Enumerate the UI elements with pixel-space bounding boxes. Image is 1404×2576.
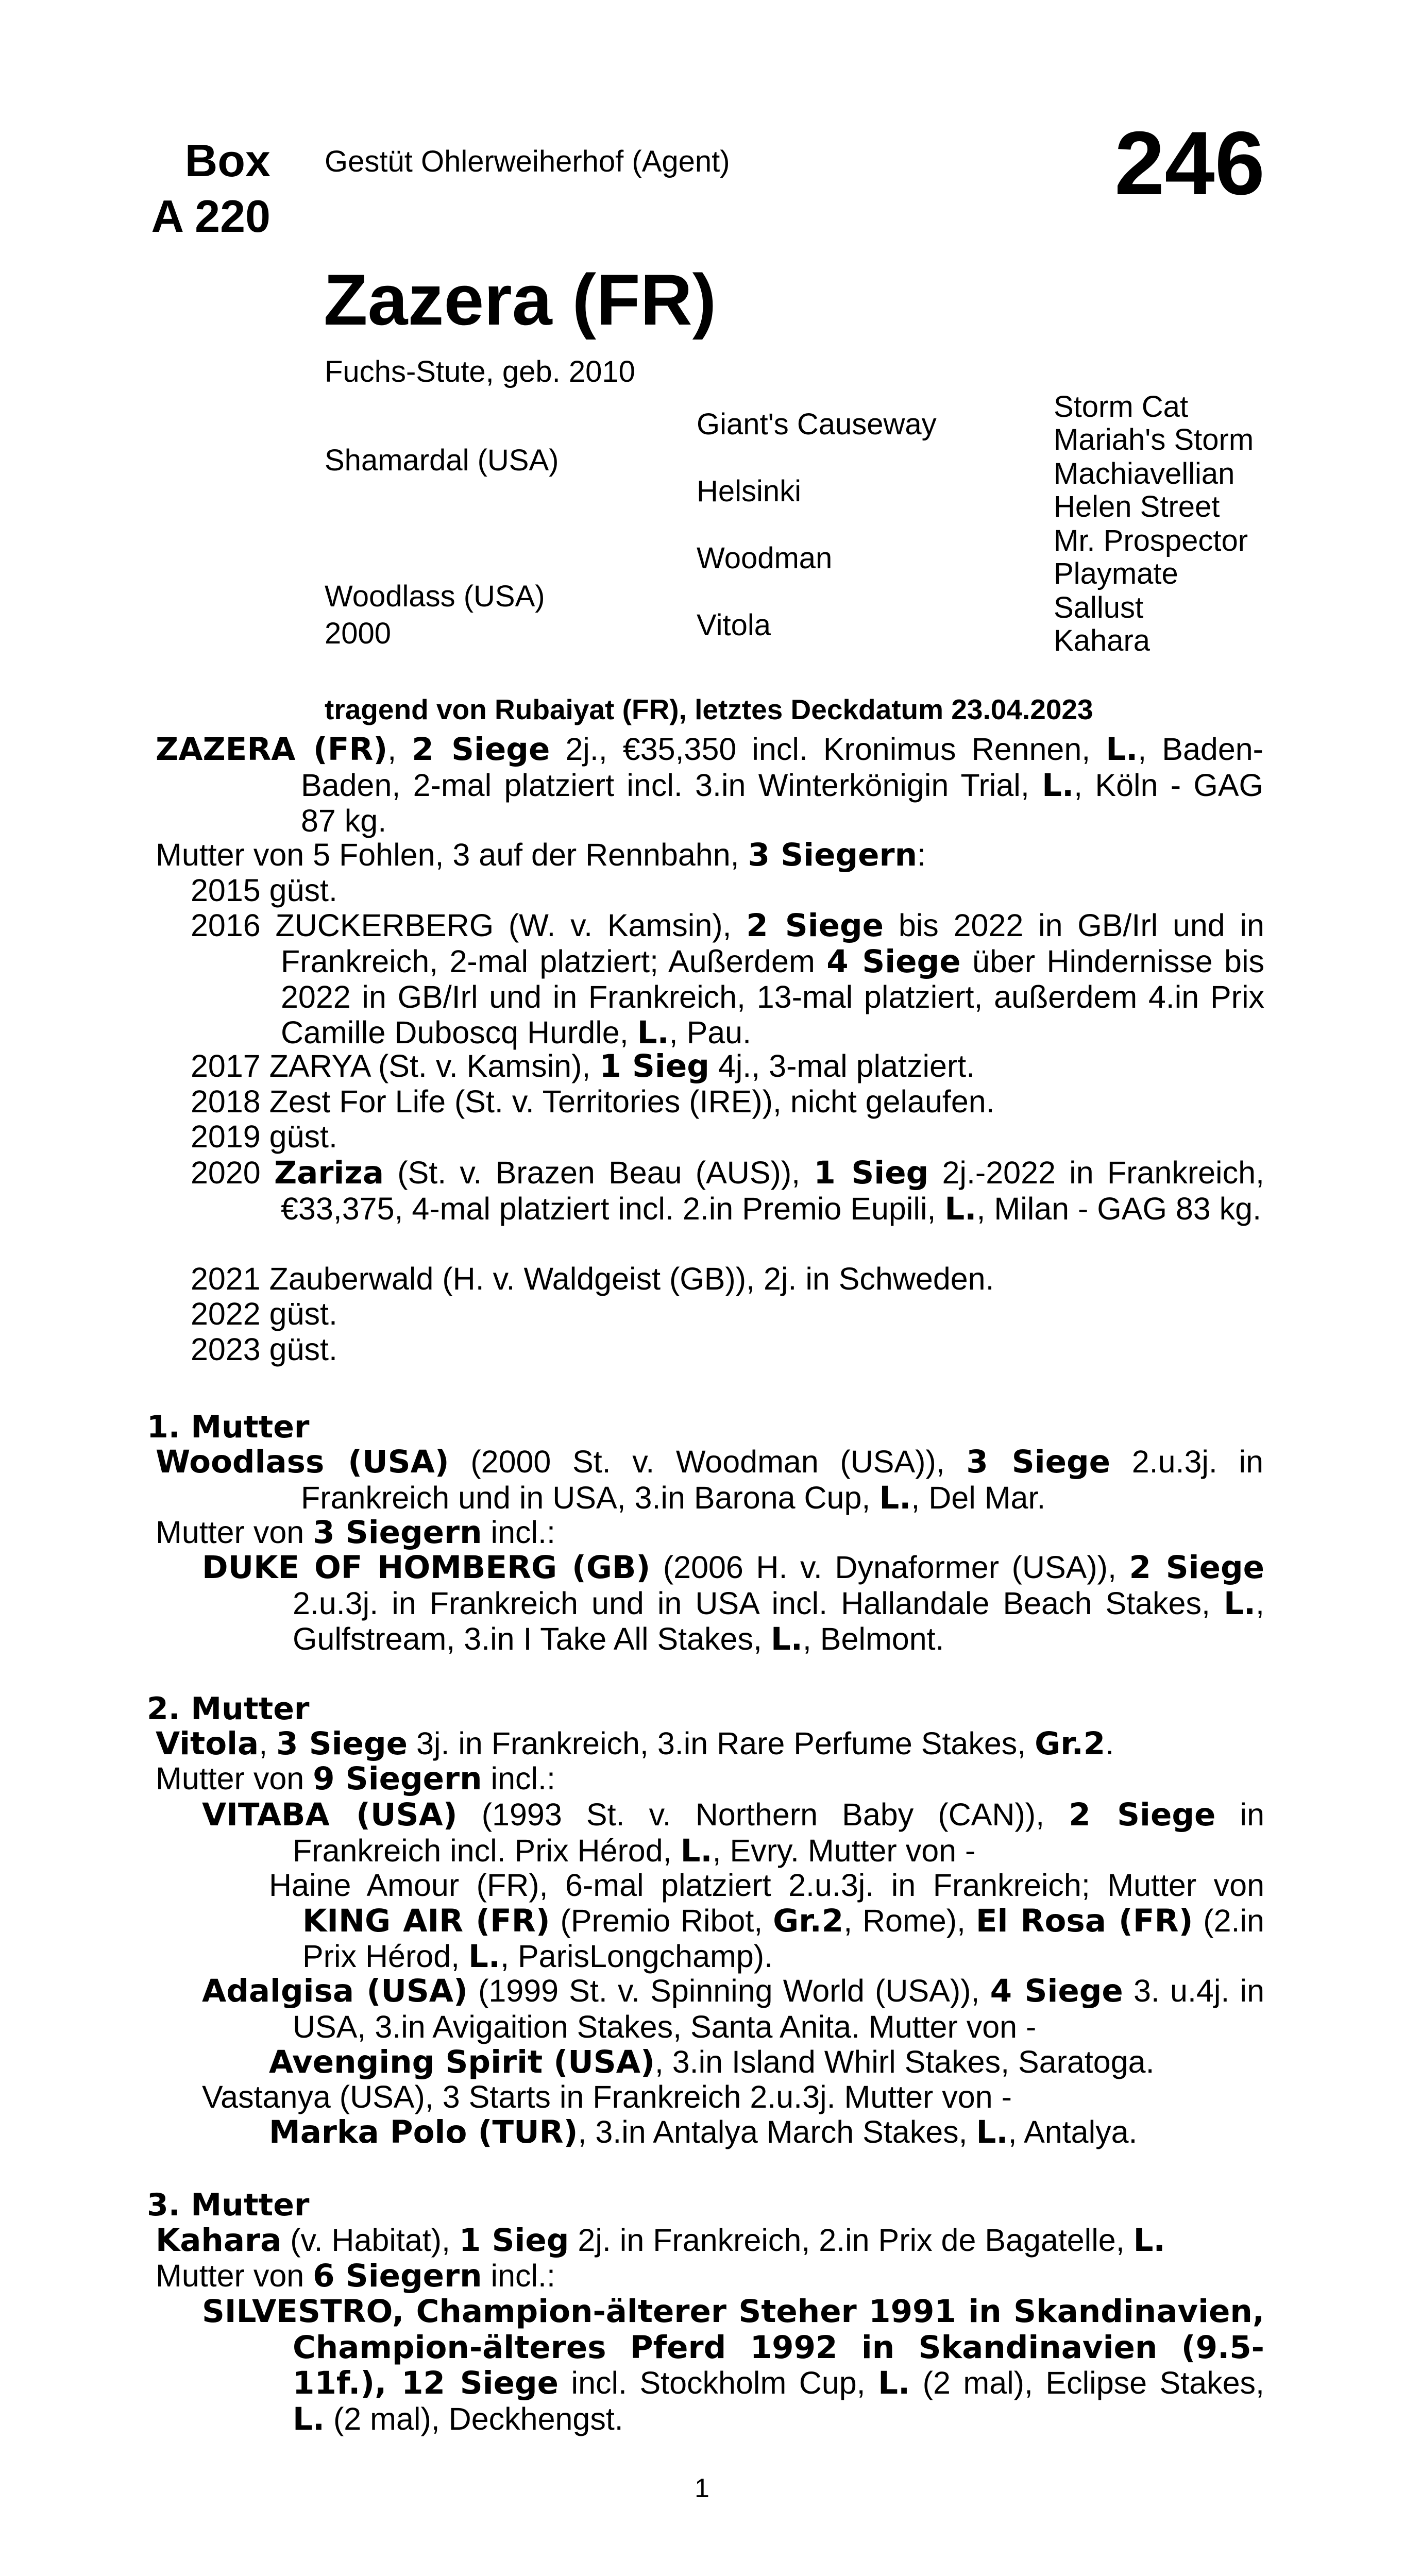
sire: Shamardal (USA) bbox=[325, 444, 559, 477]
box-line-2: A 220 bbox=[151, 191, 270, 242]
horse-record: ZAZERA (FR), 2 Siege 2j., €35,350 incl. Kronimus Rennen, L., Baden-Baden, 2-mal platziert incl. 3.in Winterkönigin Trial, L., Köln - GAG 87 kg. bbox=[156, 731, 1263, 838]
foal-2017: 2017 ZARYA (St. v. Kamsin), 1 Sieg 4j., 3-mal platziert. bbox=[191, 1048, 975, 1084]
dam-dam: Vitola bbox=[697, 608, 771, 642]
foal-2015: 2015 güst. bbox=[191, 873, 337, 908]
sire-sire: Giant's Causeway bbox=[697, 408, 937, 441]
vastanya: Vastanya (USA), 3 Starts in Frankreich 2.u.3j. Mutter von - bbox=[202, 2079, 1012, 2114]
g3-7: Sallust bbox=[1054, 591, 1144, 624]
foal-2021: 2021 Zauberwald (H. v. Waldgeist (GB)), 2j. in Schweden. bbox=[191, 1261, 994, 1296]
foal-2022: 2022 güst. bbox=[191, 1296, 337, 1331]
dam-produce-summary: Mutter von 5 Fohlen, 3 auf der Rennbahn, 3 Siegern: bbox=[156, 837, 926, 873]
in-foal-note: tragend von Rubaiyat (FR), letztes Deckdatum 23.04.2023 bbox=[325, 693, 1093, 725]
third-dam-produce: Mutter von 6 Siegern incl.: bbox=[156, 2258, 555, 2294]
lot-number: 246 bbox=[1114, 113, 1265, 214]
box-label bbox=[82, 133, 270, 244]
seller: Gestüt Ohlerweiherhof (Agent) bbox=[325, 145, 730, 178]
box-line-1: Box bbox=[184, 135, 270, 186]
g3-3: Machiavellian bbox=[1054, 457, 1235, 490]
horse-description: Fuchs-Stute, geb. 2010 bbox=[325, 355, 635, 388]
third-dam-heading: 3. Mutter bbox=[147, 2187, 310, 2223]
foal-2019: 2019 güst. bbox=[191, 1119, 337, 1154]
sire-dam: Helsinki bbox=[697, 474, 802, 508]
page-number: 1 bbox=[695, 2473, 709, 2503]
third-dam-record: Kahara (v. Habitat), 1 Sieg 2j. in Frankreich, 2.in Prix de Bagatelle, L. bbox=[156, 2222, 1165, 2259]
adalgisa: Adalgisa (USA) (1999 St. v. Spinning World (USA)), 4 Siege 3. u.4j. in USA, 3.in Avigaition Stakes, Santa Anita. Mutter von - bbox=[202, 1973, 1264, 2044]
dam-year: 2000 bbox=[325, 617, 392, 650]
g3-4: Helen Street bbox=[1054, 490, 1220, 523]
second-dam-produce: Mutter von 9 Siegern incl.: bbox=[156, 1760, 555, 1797]
second-dam-record: Vitola, 3 Siege 3j. in Frankreich, 3.in Rare Perfume Stakes, Gr.2. bbox=[156, 1725, 1114, 1762]
g3-8: Kahara bbox=[1054, 624, 1151, 657]
dam-sire: Woodman bbox=[697, 541, 833, 575]
foal-2020: 2020 Zariza (St. v. Brazen Beau (AUS)), 1 Sieg 2j.-2022 in Frankreich, €33,375, 4-mal platziert incl. 2.in Premio Eupili, L., Milan - GAG 83 kg. bbox=[191, 1155, 1264, 1227]
silvestro: SILVESTRO, Champion-älterer Steher 1991 in Skandinavien, Champion-älteres Pferd 1992 in Skandinavien (9.5-11f.), 12 Siege incl. Stockholm Cup, L. (2 mal), Eclipse Stakes, L. (2 mal), Deckhengst. bbox=[202, 2293, 1264, 2437]
duke-of-homberg: DUKE OF HOMBERG (GB) (2006 H. v. Dynaformer (USA)), 2 Siege 2.u.3j. in Frankreich und in USA incl. Hallandale Beach Stakes, L., Gulfstream, 3.in I Take All Stakes, L., Belmont. bbox=[202, 1549, 1264, 1657]
g3-2: Mariah's Storm bbox=[1054, 423, 1254, 456]
second-dam-heading: 2. Mutter bbox=[147, 1691, 310, 1727]
foal-2016: 2016 ZUCKERBERG (W. v. Kamsin), 2 Siege bis 2022 in GB/Irl und in Frankreich, 2-mal platziert; Außerdem 4 Siege über Hindernisse bis 2022 in GB/Irl und in Frankreich, 13-mal platziert, außerdem 4.in Prix Camille Duboscq Hurdle, L., Pau. bbox=[191, 907, 1264, 1051]
haine-amour: Haine Amour (FR), 6-mal platziert 2.u.3j. in Frankreich; Mutter von KING AIR (FR) (Premio Ribot, Gr.2, Rome), El Rosa (FR) (2.in Prix Hérod, L., ParisLongchamp). bbox=[269, 1868, 1264, 1975]
g3-5: Mr. Prospector bbox=[1054, 524, 1248, 557]
first-dam-heading: 1. Mutter bbox=[147, 1409, 310, 1445]
first-dam-record: Woodlass (USA) (2000 St. v. Woodman (USA)), 3 Siege 2.u.3j. in Frankreich und in USA, 3.in Barona Cup, L., Del Mar. bbox=[156, 1444, 1264, 1516]
horse-name: Zazera (FR) bbox=[324, 259, 717, 340]
vitaba: VITABA (USA) (1993 St. v. Northern Baby (CAN)), 2 Siege in Frankreich incl. Prix Hérod, L., Evry. Mutter von - bbox=[202, 1797, 1264, 1869]
g3-6: Playmate bbox=[1054, 557, 1178, 590]
foal-2023: 2023 güst. bbox=[191, 1332, 337, 1367]
g3-1: Storm Cat bbox=[1054, 390, 1189, 423]
dam: Woodlass (USA) bbox=[325, 580, 545, 613]
marka-polo: Marka Polo (TUR), 3.in Antalya March Stakes, L., Antalya. bbox=[269, 2114, 1138, 2150]
foal-2018: 2018 Zest For Life (St. v. Territories (IRE)), nicht gelaufen. bbox=[191, 1084, 995, 1119]
avenging-spirit: Avenging Spirit (USA), 3.in Island Whirl Stakes, Saratoga. bbox=[269, 2044, 1155, 2080]
first-dam-produce: Mutter von 3 Siegern incl.: bbox=[156, 1514, 555, 1551]
